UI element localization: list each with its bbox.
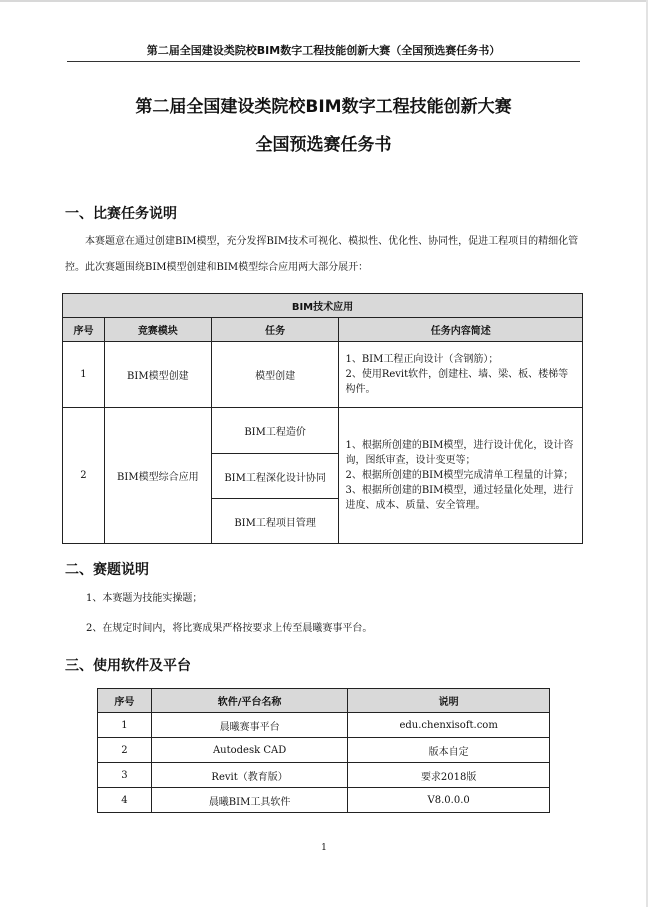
row2-task-collab: BIM工程深化设计协同 <box>211 454 339 499</box>
col-header-task: 任务 <box>211 318 339 342</box>
row2-task-mgmt: BIM工程项目管理 <box>211 499 339 544</box>
row2-module: BIM模型综合应用 <box>104 408 211 544</box>
row1-desc-line: 2、使用Revit软件，创建柱、墙、梁、板、楼梯等构件。 <box>345 369 569 395</box>
table-row <box>98 788 550 813</box>
row1-desc <box>339 342 583 408</box>
col-header-module: 竞赛模块 <box>104 318 211 342</box>
page-number: 1 <box>321 843 327 853</box>
cell-note: 要求2018版 <box>348 763 550 788</box>
section-heading-1: 一、比赛任务说明 <box>65 206 177 222</box>
row2-task-cost: BIM工程造价 <box>211 408 339 454</box>
row2-desc-line: 2、根据所创建的BIM模型完成清单工程量的计算； <box>345 470 574 481</box>
table-caption: BIM技术应用 <box>63 294 583 318</box>
section-heading-2: 二、赛题说明 <box>65 562 149 578</box>
section-1-intro: 本赛题意在通过创建BIM模型，充分发挥BIM技术可视化、模拟性、优化性、协同性，促进工程项目的精细化管控。此次赛题围绕BIM模型创建和BIM模型综合应用两大部分展开： <box>65 236 579 273</box>
row1-desc-line: 1、BIM工程正向设计（含钢筋）； <box>345 354 499 365</box>
cell-note: 版本自定 <box>348 738 550 763</box>
document-subtitle: 全国预选赛任务书 <box>255 135 392 155</box>
row1-module: BIM模型创建 <box>104 342 211 408</box>
row2-desc <box>339 408 583 544</box>
list-item: 2、在规定时间内，将比赛成果严格按要求上传至晨曦赛事平台。 <box>86 623 373 634</box>
cell-note: edu.chenxisoft.com <box>348 713 550 738</box>
cell-software: 晨曦BIM工具软件 <box>151 788 347 813</box>
table-row <box>98 713 550 738</box>
cell-no: 2 <box>98 738 152 763</box>
document-title: 第二届全国建设类院校BIM数字工程技能创新大赛 <box>135 97 512 117</box>
table-row <box>63 408 583 454</box>
col-header-no: 序号 <box>98 689 152 713</box>
page-top-border <box>0 0 648 2</box>
row1-task: 模型创建 <box>211 342 339 408</box>
running-header: 第二届全国建设类院校BIM数字工程技能创新大赛（全国预选赛任务书） <box>146 44 501 57</box>
software-table <box>97 688 550 813</box>
section-heading-3: 三、使用软件及平台 <box>65 658 191 674</box>
cell-no: 4 <box>98 788 152 813</box>
bim-tasks-table <box>62 293 583 544</box>
cell-software: Autodesk CAD <box>151 738 347 763</box>
row2-desc-line: 1、根据所创建的BIM模型，进行设计优化，设计咨询，图纸审查，设计变更等； <box>345 440 574 466</box>
row1-no: 1 <box>63 342 105 408</box>
col-header-software: 软件/平台名称 <box>151 689 347 713</box>
cell-no: 3 <box>98 763 152 788</box>
cell-no: 1 <box>98 713 152 738</box>
header-rule <box>67 61 580 62</box>
row2-no: 2 <box>63 408 105 544</box>
table-row <box>98 763 550 788</box>
table-row <box>98 738 550 763</box>
table-row <box>63 342 583 408</box>
col-header-desc: 任务内容简述 <box>339 318 583 342</box>
col-header-note: 说明 <box>348 689 550 713</box>
col-header-no: 序号 <box>63 318 105 342</box>
list-item: 1、本赛题为技能实操题； <box>86 593 203 604</box>
cell-software: 晨曦赛事平台 <box>151 713 347 738</box>
row2-desc-line: 3、根据所创建的BIM模型，通过轻量化处理，进行进度、成本、质量、安全管理。 <box>345 485 574 511</box>
cell-note: V8.0.0.0 <box>348 788 550 813</box>
cell-software: Revit（教育版） <box>151 763 347 788</box>
